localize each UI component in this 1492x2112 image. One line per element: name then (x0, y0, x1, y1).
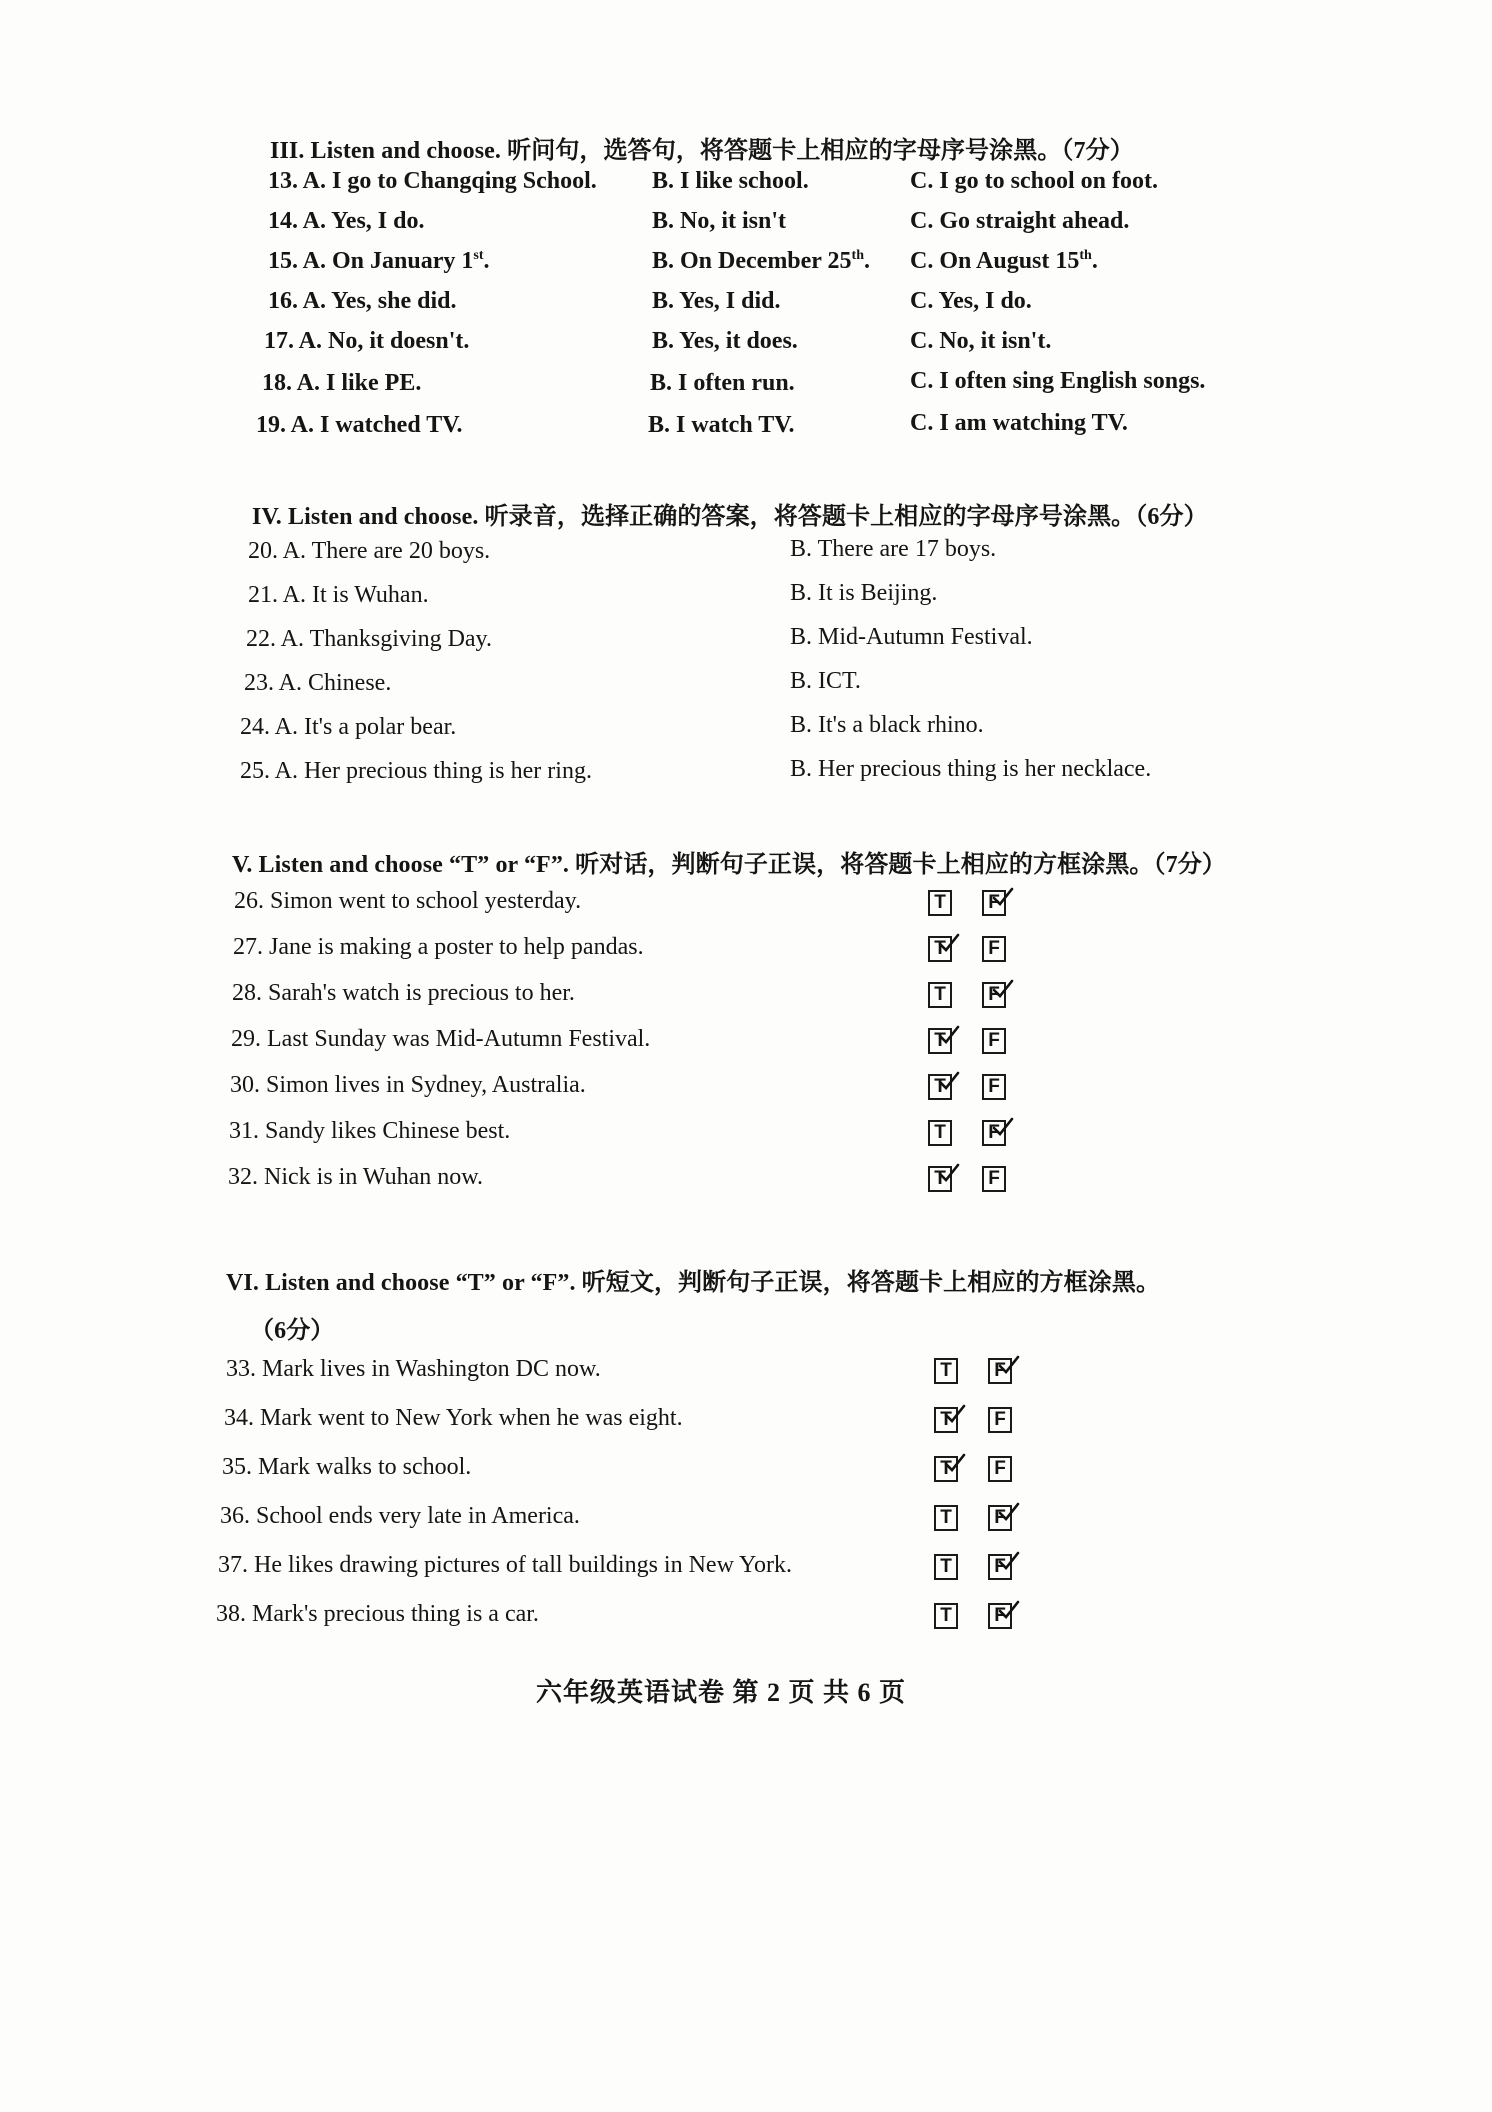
tf-statement: 33. Mark lives in Washington DC now. (226, 1356, 601, 1382)
true-box[interactable]: T (928, 890, 952, 916)
true-box[interactable]: T (934, 1505, 958, 1531)
check-mark-icon (992, 979, 1014, 999)
true-box[interactable]: T (928, 982, 952, 1008)
true-box[interactable]: T (934, 1456, 958, 1482)
q19-option-a: 19. A. I watched TV. (256, 412, 463, 438)
tf-statement: 31. Sandy likes Chinese best. (229, 1118, 511, 1144)
tf-statement: 28. Sarah's watch is precious to her. (232, 980, 575, 1006)
false-box[interactable]: F (982, 936, 1006, 962)
check-mark-icon (938, 1025, 960, 1045)
false-box[interactable]: F (988, 1358, 1012, 1384)
tf-statement: 27. Jane is making a poster to help pandas. (233, 934, 644, 960)
tf-statement: 30. Simon lives in Sydney, Australia. (230, 1072, 586, 1098)
section-5-title: V. Listen and choose “T” or “F”. 听对话，判断句子正误，将答题卡上相应的方框涂黑。（7分） (232, 852, 1226, 878)
true-box[interactable]: T (928, 1074, 952, 1100)
check-mark-icon (992, 1117, 1014, 1137)
q25-option-b: B. Her precious thing is her necklace. (790, 756, 1152, 782)
false-box[interactable]: F (988, 1554, 1012, 1580)
section-4-title: IV. Listen and choose. 听录音，选择正确的答案，将答题卡上相应的字母序号涂黑。（6分） (252, 504, 1208, 530)
section-6-title: VI. Listen and choose “T” or “F”. 听短文，判断句子正误，将答题卡上相应的方框涂黑。 (226, 1270, 1161, 1296)
check-mark-icon (998, 1355, 1020, 1375)
true-box[interactable]: T (934, 1554, 958, 1580)
true-box[interactable]: T (934, 1407, 958, 1433)
check-mark-icon (992, 887, 1014, 907)
q16-option-c: C. Yes, I do. (910, 288, 1032, 314)
check-mark-icon (998, 1551, 1020, 1571)
q18-option-a: 18. A. I like PE. (262, 370, 422, 396)
true-box[interactable]: T (934, 1358, 958, 1384)
q15-option-b: B. On December 25th. (652, 248, 870, 274)
q24-option-b: B. It's a black rhino. (790, 712, 984, 738)
tf-statement: 38. Mark's precious thing is a car. (216, 1601, 539, 1627)
q22-option-b: B. Mid-Autumn Festival. (790, 624, 1033, 650)
q23-option-a: 23. A. Chinese. (244, 670, 392, 696)
q22-option-a: 22. A. Thanksgiving Day. (246, 626, 492, 652)
false-box[interactable]: F (982, 982, 1006, 1008)
q21-option-a: 21. A. It is Wuhan. (248, 582, 429, 608)
q15-option-c: C. On August 15th. (910, 248, 1098, 274)
q17-option-a: 17. A. No, it doesn't. (264, 328, 470, 354)
false-box[interactable]: F (982, 1120, 1006, 1146)
q17-option-b: B. Yes, it does. (652, 328, 798, 354)
q23-option-b: B. ICT. (790, 668, 861, 694)
tf-statement: 36. School ends very late in America. (220, 1503, 580, 1529)
q16-option-b: B. Yes, I did. (652, 288, 781, 314)
check-mark-icon (944, 1404, 966, 1424)
q24-option-a: 24. A. It's a polar bear. (240, 714, 457, 740)
q13-option-c: C. I go to school on foot. (910, 168, 1159, 194)
page-footer: 六年级英语试卷 第 2 页 共 6 页 (536, 1678, 907, 1707)
q20-option-a: 20. A. There are 20 boys. (248, 538, 491, 564)
q19-option-c: C. I am watching TV. (910, 410, 1128, 436)
check-mark-icon (998, 1600, 1020, 1620)
check-mark-icon (944, 1453, 966, 1473)
tf-statement: 37. He likes drawing pictures of tall buildings in New York. (218, 1552, 792, 1578)
q18-option-c: C. I often sing English songs. (910, 368, 1206, 394)
check-mark-icon (998, 1502, 1020, 1522)
check-mark-icon (938, 933, 960, 953)
section-3-title: III. Listen and choose. 听问句，选答句，将答题卡上相应的字母序号涂黑。（7分） (270, 138, 1134, 164)
tf-statement: 34. Mark went to New York when he was eight. (224, 1405, 683, 1431)
false-box[interactable]: F (988, 1603, 1012, 1629)
q20-option-b: B. There are 17 boys. (790, 536, 997, 562)
false-box[interactable]: F (982, 1074, 1006, 1100)
tf-statement: 29. Last Sunday was Mid-Autumn Festival. (231, 1026, 651, 1052)
q14-option-c: C. Go straight ahead. (910, 208, 1130, 234)
false-box[interactable]: F (982, 1166, 1006, 1192)
false-box[interactable]: F (988, 1505, 1012, 1531)
check-mark-icon (938, 1163, 960, 1183)
true-box[interactable]: T (928, 1028, 952, 1054)
q13-option-b: B. I like school. (652, 168, 809, 194)
false-box[interactable]: F (988, 1456, 1012, 1482)
q14-option-a: 14. A. Yes, I do. (268, 208, 425, 234)
q17-option-c: C. No, it isn't. (910, 328, 1052, 354)
true-box[interactable]: T (928, 1166, 952, 1192)
tf-statement: 32. Nick is in Wuhan now. (228, 1164, 484, 1190)
true-box[interactable]: T (928, 936, 952, 962)
false-box[interactable]: F (982, 1028, 1006, 1054)
false-box[interactable]: F (982, 890, 1006, 916)
tf-statement: 26. Simon went to school yesterday. (234, 888, 582, 914)
check-mark-icon (938, 1071, 960, 1091)
q15-option-a: 15. A. On January 1st. (268, 248, 490, 274)
q25-option-a: 25. A. Her precious thing is her ring. (240, 758, 592, 784)
q18-option-b: B. I often run. (650, 370, 795, 396)
section-6-score: （6分） (250, 1318, 335, 1344)
q13-option-a: 13. A. I go to Changqing School. (268, 168, 597, 194)
true-box[interactable]: T (928, 1120, 952, 1146)
tf-statement: 35. Mark walks to school. (222, 1454, 472, 1480)
true-box[interactable]: T (934, 1603, 958, 1629)
false-box[interactable]: F (988, 1407, 1012, 1433)
q14-option-b: B. No, it isn't (652, 208, 787, 234)
q21-option-b: B. It is Beijing. (790, 580, 938, 606)
q19-option-b: B. I watch TV. (648, 412, 795, 438)
q16-option-a: 16. A. Yes, she did. (268, 288, 457, 314)
